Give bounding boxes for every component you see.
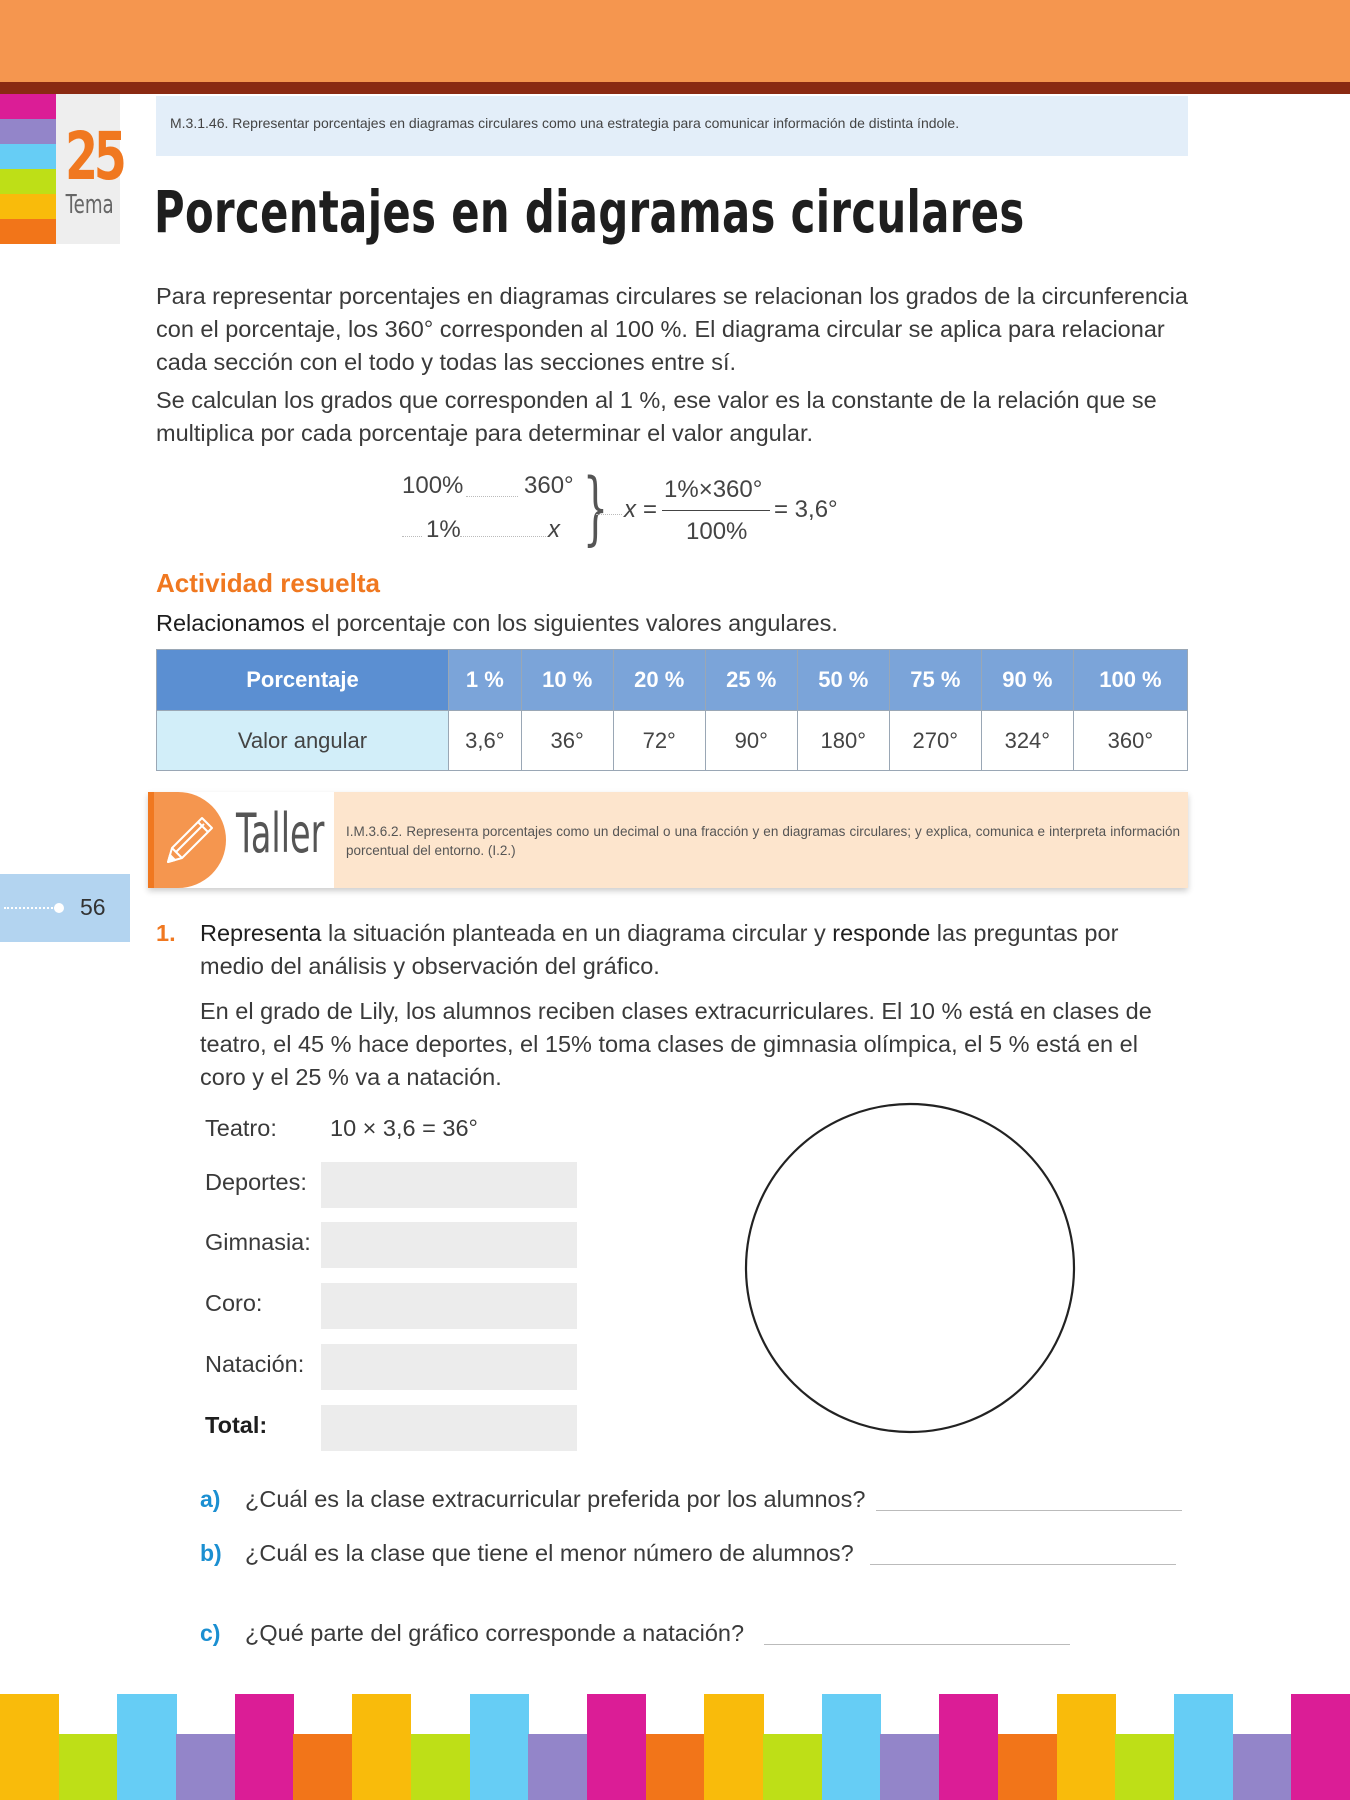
taller-badge-shape bbox=[154, 792, 226, 888]
calc-label-total: Total: bbox=[205, 1412, 268, 1438]
table-header-cell: 90 % bbox=[981, 650, 1073, 711]
footer-strip-short bbox=[528, 1734, 587, 1800]
instruction-bold-represent: Representa bbox=[200, 920, 322, 946]
taller-banner bbox=[148, 792, 1188, 888]
footer-strip-tall bbox=[352, 1694, 411, 1800]
footer-strip-tall bbox=[1174, 1694, 1233, 1800]
formula-row2-right: x bbox=[548, 516, 560, 543]
footer-strip-short bbox=[59, 1734, 118, 1800]
dot-icon bbox=[54, 903, 64, 913]
tema-badge bbox=[56, 94, 123, 244]
instruction-text: la situación planteada en un diagrama circular y bbox=[321, 920, 833, 946]
activity-intro-rest: el porcentaje con los siguientes valores angulares. bbox=[304, 610, 838, 636]
calc-label-natacion: Natación: bbox=[205, 1351, 305, 1377]
strip-cyan bbox=[0, 144, 56, 169]
table-header-cell: 100 % bbox=[1073, 650, 1187, 711]
header-band bbox=[0, 0, 1350, 82]
tema-label: Tema bbox=[65, 190, 114, 220]
table-header-cell: 10 % bbox=[521, 650, 613, 711]
dotted-leader bbox=[596, 514, 622, 515]
intro-paragraph-2: Se calculan los grados que corresponden al 1 %, ese valor es la constante de la relación que se multiplica por cada porcentaje para determinar el valor angular. bbox=[156, 387, 1157, 446]
calc-label-coro: Coro: bbox=[205, 1290, 263, 1316]
pie-outline bbox=[746, 1104, 1074, 1432]
footer-strip-tall bbox=[235, 1694, 294, 1800]
formula-row2-left: 1% bbox=[426, 516, 461, 543]
answer-box-natacion[interactable] bbox=[321, 1344, 577, 1390]
taller-badge bbox=[148, 792, 334, 888]
skill-code-text: M.3.1.46. Representar porcentajes en diagramas circulares como una estrategia para comunicar información de distinta índole. bbox=[170, 115, 960, 131]
instruction-bold-respond: responde bbox=[832, 920, 931, 946]
table-cell: 90° bbox=[705, 711, 797, 771]
percentage-angle-table bbox=[156, 649, 1188, 771]
exercise-instruction bbox=[200, 917, 1180, 983]
footer-strip-short bbox=[411, 1734, 470, 1800]
question-a-text: ¿Cuál es la clase extracurricular preferida por los alumnos? bbox=[245, 1486, 866, 1512]
footer-strip-tall bbox=[704, 1694, 763, 1800]
table-header-row bbox=[157, 650, 1188, 711]
table-cell: 270° bbox=[889, 711, 981, 771]
footer-strip-short bbox=[293, 1734, 352, 1800]
answer-box-deportes[interactable] bbox=[321, 1162, 577, 1208]
footer-strip-tall bbox=[587, 1694, 646, 1800]
answer-box-total[interactable] bbox=[321, 1405, 577, 1451]
dotted-leader bbox=[466, 496, 518, 497]
question-a-letter: a) bbox=[200, 1486, 221, 1512]
dotted-leader bbox=[402, 536, 422, 537]
footer-strip-tall bbox=[822, 1694, 881, 1800]
rule-of-three-formula bbox=[400, 461, 860, 560]
footer-strip-tall bbox=[939, 1694, 998, 1800]
footer-strip-short bbox=[998, 1734, 1057, 1800]
question-c-text: ¿Qué parte del gráfico corresponde a natación? bbox=[245, 1620, 745, 1646]
footer-strip-tall bbox=[470, 1694, 529, 1800]
question-c-letter: c) bbox=[200, 1620, 221, 1646]
answer-line-a[interactable] bbox=[876, 1510, 1182, 1511]
pencil-icon bbox=[158, 810, 218, 870]
footer-strip-tall bbox=[117, 1694, 176, 1800]
calc-label-deportes: Deportes: bbox=[205, 1169, 307, 1195]
page-number-tab bbox=[0, 874, 130, 942]
strip-purple bbox=[0, 119, 56, 144]
footer-strip-short bbox=[1115, 1734, 1174, 1800]
dotted-line bbox=[4, 907, 56, 909]
page-number: 56 bbox=[80, 894, 106, 920]
activity-intro-bold: Relacionamos bbox=[156, 610, 305, 636]
table-row-label: Valor angular bbox=[157, 711, 449, 771]
table-header-cell: 20 % bbox=[613, 650, 705, 711]
question-b-text: ¿Cuál es la clase que tiene el menor número de alumnos? bbox=[245, 1540, 854, 1566]
formula-numerator: 1%×360° bbox=[664, 476, 763, 503]
formula-row1-right: 360° bbox=[524, 472, 574, 499]
footer-strip-short bbox=[1233, 1734, 1292, 1800]
answer-box-coro[interactable] bbox=[321, 1283, 577, 1329]
strip-lime bbox=[0, 169, 56, 194]
strip-orange bbox=[0, 219, 56, 244]
formula-result: = 3,6° bbox=[774, 496, 838, 523]
formula-denominator: 100% bbox=[686, 518, 748, 545]
page-title: Porcentajes en diagramas circulares bbox=[154, 178, 1025, 246]
footer-strip-short bbox=[763, 1734, 822, 1800]
taller-indicator-text: I.M.3.6.2. Represента porcentajes como un decimal o una fracción y en diagramas circulares; y explica, comunica e interpreta información porcentual del entorno. (I.2.) bbox=[346, 824, 1180, 858]
strip-yellow bbox=[0, 194, 56, 219]
taller-label: Taller bbox=[236, 802, 325, 865]
table-header-label: Porcentaje bbox=[157, 650, 449, 711]
table-row bbox=[157, 711, 1188, 771]
footer-strip-short bbox=[880, 1734, 939, 1800]
tema-number: 25 bbox=[64, 118, 123, 195]
fraction-bar bbox=[662, 510, 770, 511]
table-cell: 324° bbox=[981, 711, 1073, 771]
table-cell: 3,6° bbox=[449, 711, 522, 771]
answer-line-c[interactable] bbox=[764, 1644, 1070, 1645]
footer-color-strip bbox=[0, 1694, 1350, 1800]
intro-paragraph-1: Para representar porcentajes en diagramas circulares se relacionan los grados de la circunferencia con el porcentaje, los 360° corresponden al 100 %. El diagrama circular se aplica para relacionar cada sección con el todo y todas las secciones entre sí. bbox=[156, 283, 1188, 375]
table-header-cell: 25 % bbox=[705, 650, 797, 711]
exercise-context: En el grado de Lily, los alumnos reciben clases extracurriculares. El 10 % está en clases de teatro, el 45 % hace deportes, el 15% toma clases de gimnasia olímpica, el 5 % está en el coro y el 25 % va a natación. bbox=[200, 998, 1152, 1090]
footer-strip-tall bbox=[1291, 1694, 1350, 1800]
instruction-text: las preguntas por medio del análisis y observación del gráfico. bbox=[200, 920, 1119, 979]
footer-strip-short bbox=[646, 1734, 705, 1800]
activity-title: Actividad resuelta bbox=[156, 568, 380, 598]
calc-value-teatro: 10 × 3,6 = 36° bbox=[330, 1115, 478, 1141]
answer-box-gimnasia[interactable] bbox=[321, 1222, 577, 1268]
activity-intro bbox=[156, 610, 838, 637]
table-header-cell: 1 % bbox=[449, 650, 522, 711]
formula-lhs: x = bbox=[624, 496, 657, 523]
calc-label-teatro: Teatro: bbox=[205, 1115, 277, 1141]
table-cell: 36° bbox=[521, 711, 613, 771]
question-b-letter: b) bbox=[200, 1540, 222, 1566]
dotted-leader bbox=[460, 536, 546, 537]
color-strips bbox=[0, 94, 56, 244]
empty-pie-chart-circle[interactable] bbox=[744, 1100, 1080, 1436]
formula-row1-left: 100% bbox=[402, 472, 464, 499]
footer-strip-short bbox=[176, 1734, 235, 1800]
table-cell: 360° bbox=[1073, 711, 1187, 771]
calc-label-gimnasia: Gimnasia: bbox=[205, 1229, 311, 1255]
answer-line-b[interactable] bbox=[870, 1564, 1176, 1565]
table-cell: 72° bbox=[613, 711, 705, 771]
skill-code-box bbox=[156, 96, 1188, 156]
table-header-cell: 75 % bbox=[889, 650, 981, 711]
exercise-number: 1. bbox=[156, 920, 176, 946]
footer-strip-tall bbox=[0, 1694, 59, 1800]
table-cell: 180° bbox=[797, 711, 889, 771]
footer-strip-tall bbox=[1057, 1694, 1116, 1800]
table-header-cell: 50 % bbox=[797, 650, 889, 711]
header-rule bbox=[0, 82, 1350, 94]
curly-brace-icon: } bbox=[582, 461, 609, 554]
strip-magenta bbox=[0, 94, 56, 119]
